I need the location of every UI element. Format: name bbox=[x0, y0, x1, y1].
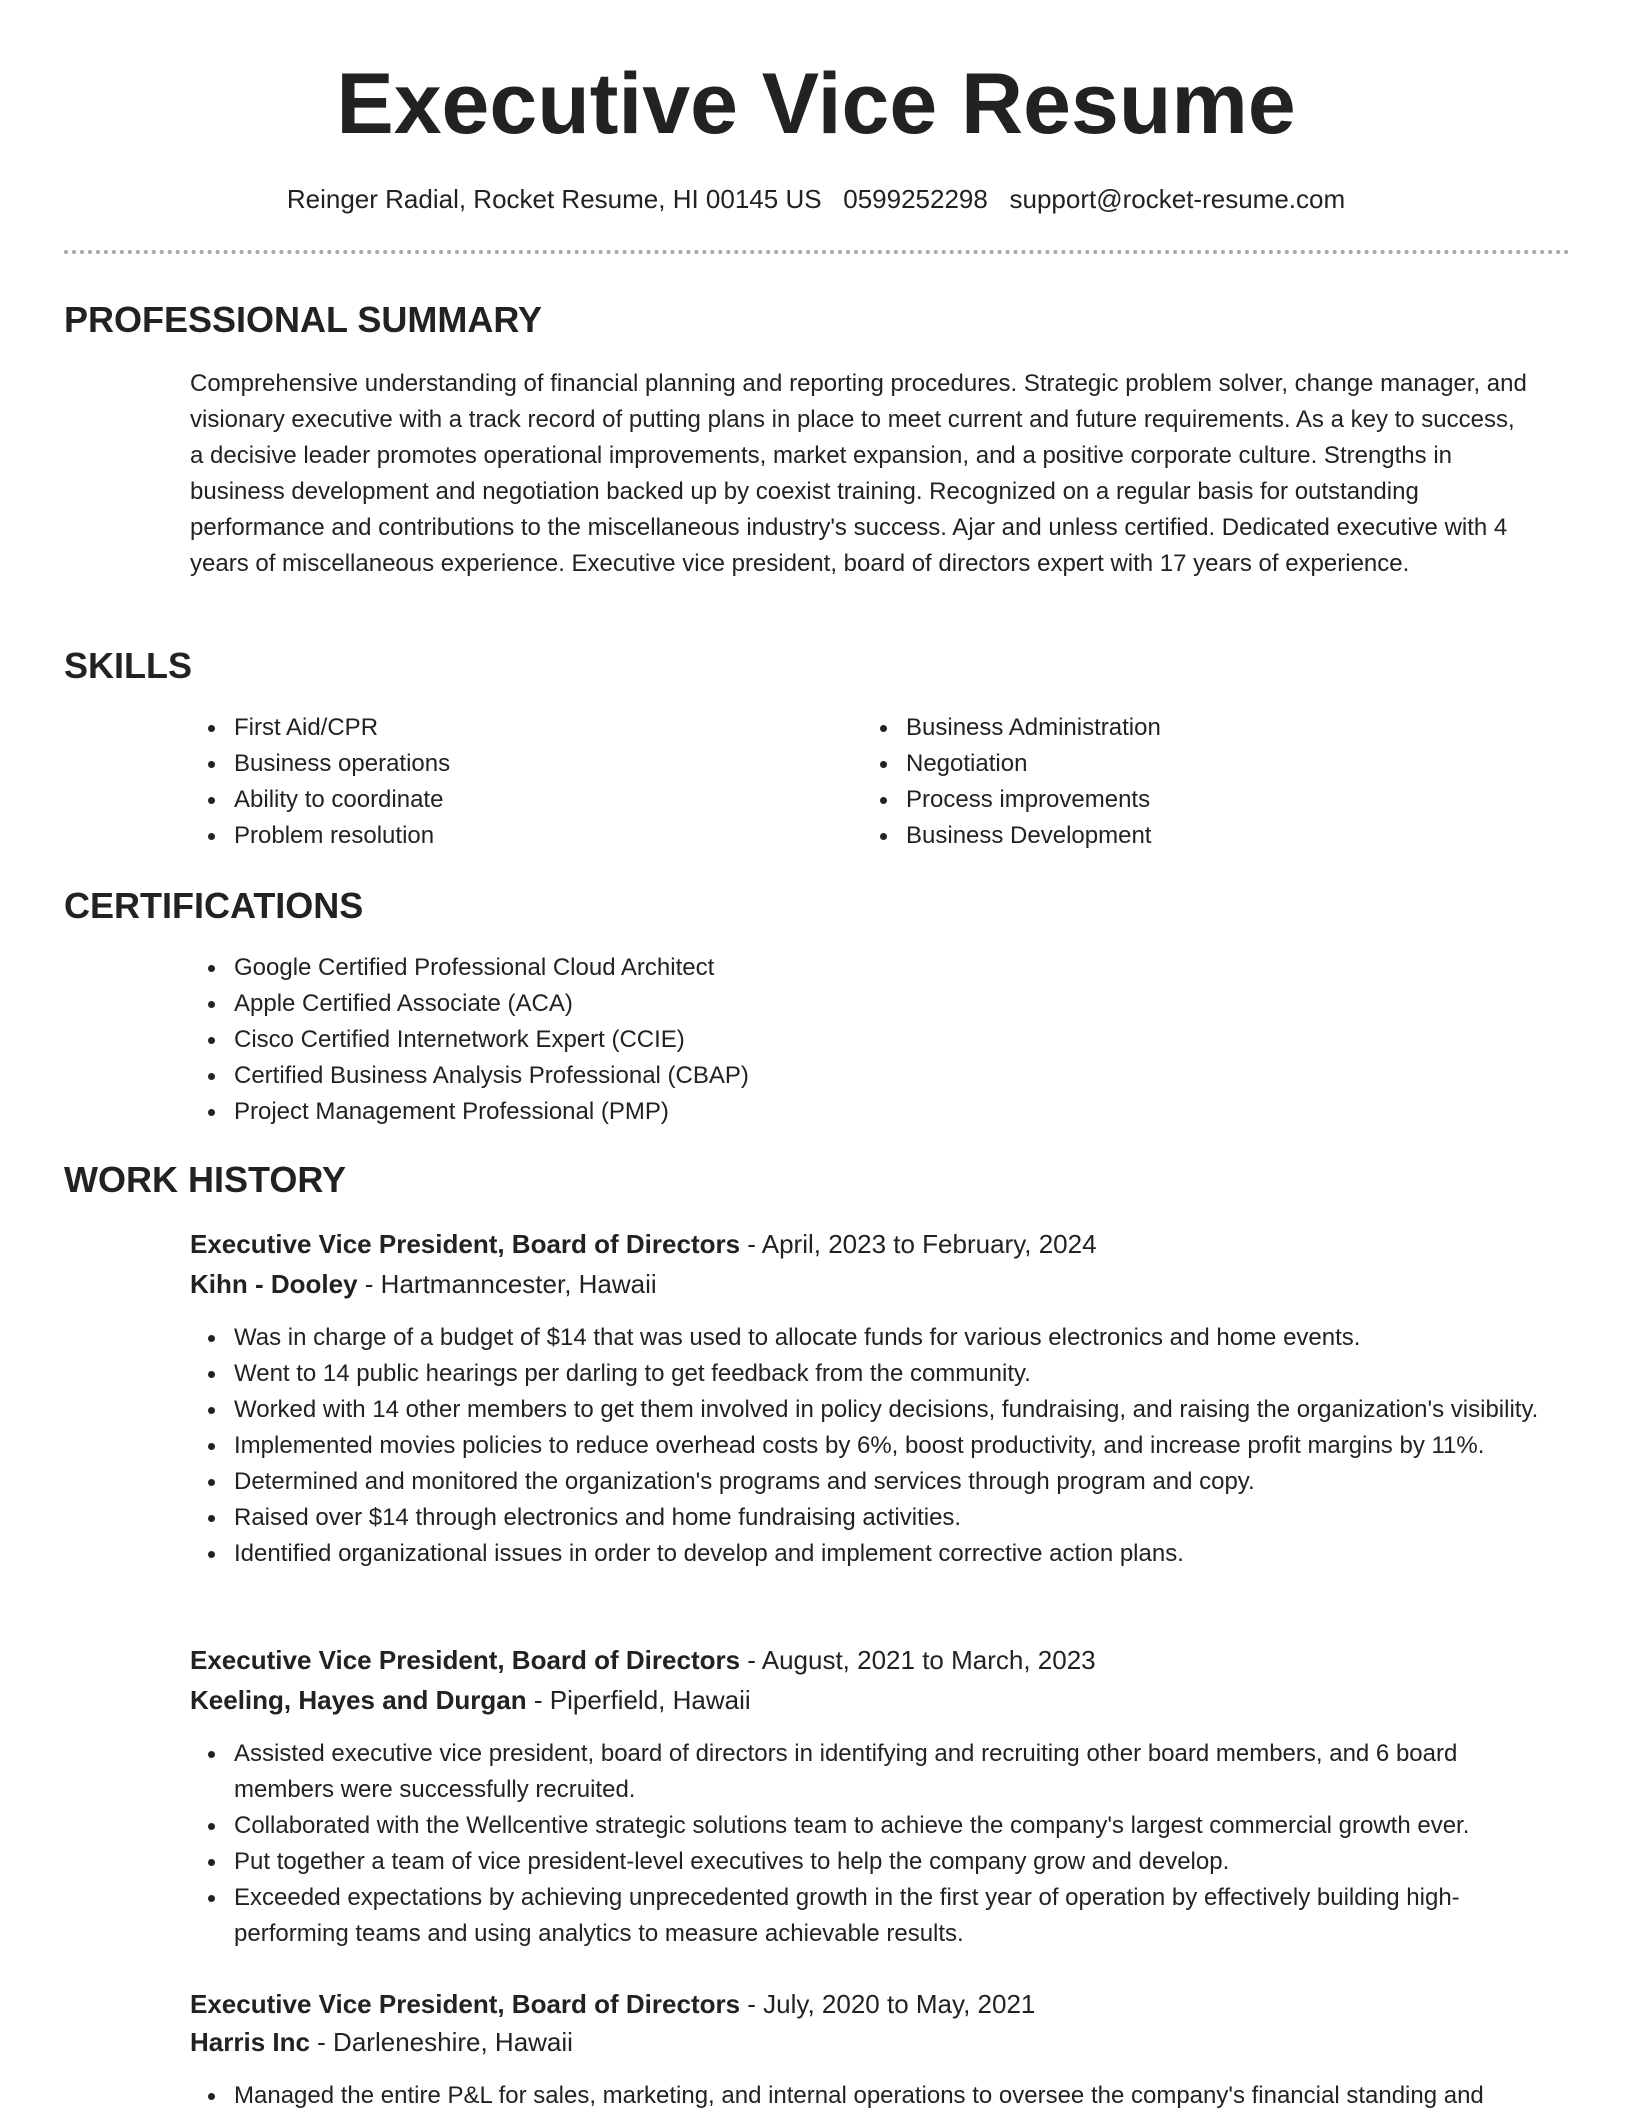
skill-item: Ability to coordinate bbox=[190, 782, 830, 818]
job-title: Executive Vice President, Board of Directors bbox=[190, 1229, 741, 1259]
job-bullet: Determined and monitored the organization's programs and services through program and copy. bbox=[190, 1464, 1550, 1500]
job-bullet: Managed the entire P&L for sales, marketing, and internal operations to oversee the company's financial standing and bbox=[190, 2078, 1550, 2114]
job-title: Executive Vice President, Board of Directors bbox=[190, 1989, 741, 2019]
summary-heading: PROFESSIONAL SUMMARY bbox=[64, 299, 543, 340]
job-title: Executive Vice President, Board of Directors bbox=[190, 1645, 741, 1675]
job-bullets bbox=[190, 2078, 1550, 2114]
job-bullet: Raised over $14 through electronics and home fundraising activities. bbox=[190, 1500, 1550, 1536]
summary-text: Comprehensive understanding of financial planning and reporting procedures. Strategic problem solver, change manager, and visionary executive with a track record of putting plans in place to meet current and future requirements. As a key to success, a decisive leader promotes operational improvements, market expansion, and a positive corporate culture. Strengths in business development and negotiation backed up by coexist training. Recognized on a regular basis for outstanding performance and contributions to the miscellaneous industry's success. Ajar and unless certified. Dedicated executive with 4 years of miscellaneous experience. Executive vice president, board of directors expert with 17 years of experience. bbox=[190, 370, 1527, 577]
skill-item: Process improvements bbox=[862, 782, 1502, 818]
job-bullet: Identified organizational issues in order to develop and implement corrective action plans. bbox=[190, 1536, 1550, 1572]
job-bullet: Was in charge of a budget of $14 that was used to allocate funds for various electronics and home events. bbox=[190, 1320, 1550, 1356]
contact-email: support@rocket-resume.com bbox=[1009, 184, 1346, 214]
job-bullet: Worked with 14 other members to get them involved in policy decisions, fundraising, and raising the organization's visibility. bbox=[190, 1392, 1550, 1428]
job-company-line bbox=[190, 1682, 1550, 1718]
job-dates: - April, 2023 to February, 2024 bbox=[740, 1229, 1097, 1259]
skill-item: Problem resolution bbox=[190, 818, 830, 854]
skill-item: Business operations bbox=[190, 746, 830, 782]
contact-line bbox=[0, 182, 1632, 216]
certifications-list bbox=[190, 950, 1490, 1130]
job-title-line bbox=[190, 1642, 1550, 1678]
job-company: Harris Inc bbox=[190, 2027, 310, 2057]
job-title-line bbox=[190, 1986, 1550, 2022]
job-company: Keeling, Hayes and Durgan bbox=[190, 1685, 527, 1715]
job-bullet: Implemented movies policies to reduce overhead costs by 6%, boost productivity, and increase profit margins by 11%. bbox=[190, 1428, 1550, 1464]
job-bullet: Went to 14 public hearings per darling to get feedback from the community. bbox=[190, 1356, 1550, 1392]
work-history-heading: WORK HISTORY bbox=[64, 1159, 347, 1200]
resume-title: Executive Vice Resume bbox=[336, 56, 1296, 152]
job-bullet: Assisted executive vice president, board of directors in identifying and recruiting other board members, and 6 board members were successfully recruited. bbox=[190, 1736, 1550, 1808]
certification-item: Certified Business Analysis Professional (CBAP) bbox=[190, 1058, 1490, 1094]
skill-item: Negotiation bbox=[862, 746, 1502, 782]
job-bullets bbox=[190, 1320, 1550, 1572]
job-company: Kihn - Dooley bbox=[190, 1269, 358, 1299]
skill-item: Business Administration bbox=[862, 710, 1502, 746]
job-bullet: Collaborated with the Wellcentive strategic solutions team to achieve the company's largest commercial growth ever. bbox=[190, 1808, 1550, 1844]
job-title-line bbox=[190, 1226, 1550, 1262]
contact-address: Reinger Radial, Rocket Resume, HI 00145 US bbox=[286, 184, 822, 214]
skills-list-left bbox=[190, 710, 830, 854]
certification-item: Project Management Professional (PMP) bbox=[190, 1094, 1490, 1130]
header-divider bbox=[64, 250, 1570, 254]
job-dates: - July, 2020 to May, 2021 bbox=[740, 1989, 1036, 2019]
job-bullets bbox=[190, 1736, 1550, 1952]
job-company-line bbox=[190, 1266, 1550, 1302]
certification-item: Apple Certified Associate (ACA) bbox=[190, 986, 1490, 1022]
skill-item: Business Development bbox=[862, 818, 1502, 854]
job-bullet: Exceeded expectations by achieving unprecedented growth in the first year of operation by effectively building high-performing teams and using analytics to measure achievable results. bbox=[190, 1880, 1550, 1952]
certification-item: Google Certified Professional Cloud Architect bbox=[190, 950, 1490, 986]
certification-item: Cisco Certified Internetwork Expert (CCIE) bbox=[190, 1022, 1490, 1058]
job-company-line bbox=[190, 2024, 1550, 2060]
job-location: - Darleneshire, Hawaii bbox=[309, 2027, 573, 2057]
skills-heading: SKILLS bbox=[64, 645, 193, 686]
skill-item: First Aid/CPR bbox=[190, 710, 830, 746]
job-location: - Piperfield, Hawaii bbox=[526, 1685, 751, 1715]
job-bullet: Put together a team of vice president-level executives to help the company grow and develop. bbox=[190, 1844, 1550, 1880]
skills-list-right bbox=[862, 710, 1502, 854]
certifications-heading: CERTIFICATIONS bbox=[64, 885, 364, 926]
contact-phone: 0599252298 bbox=[843, 184, 988, 214]
job-location: - Hartmanncester, Hawaii bbox=[357, 1269, 657, 1299]
job-dates: - August, 2021 to March, 2023 bbox=[740, 1645, 1096, 1675]
